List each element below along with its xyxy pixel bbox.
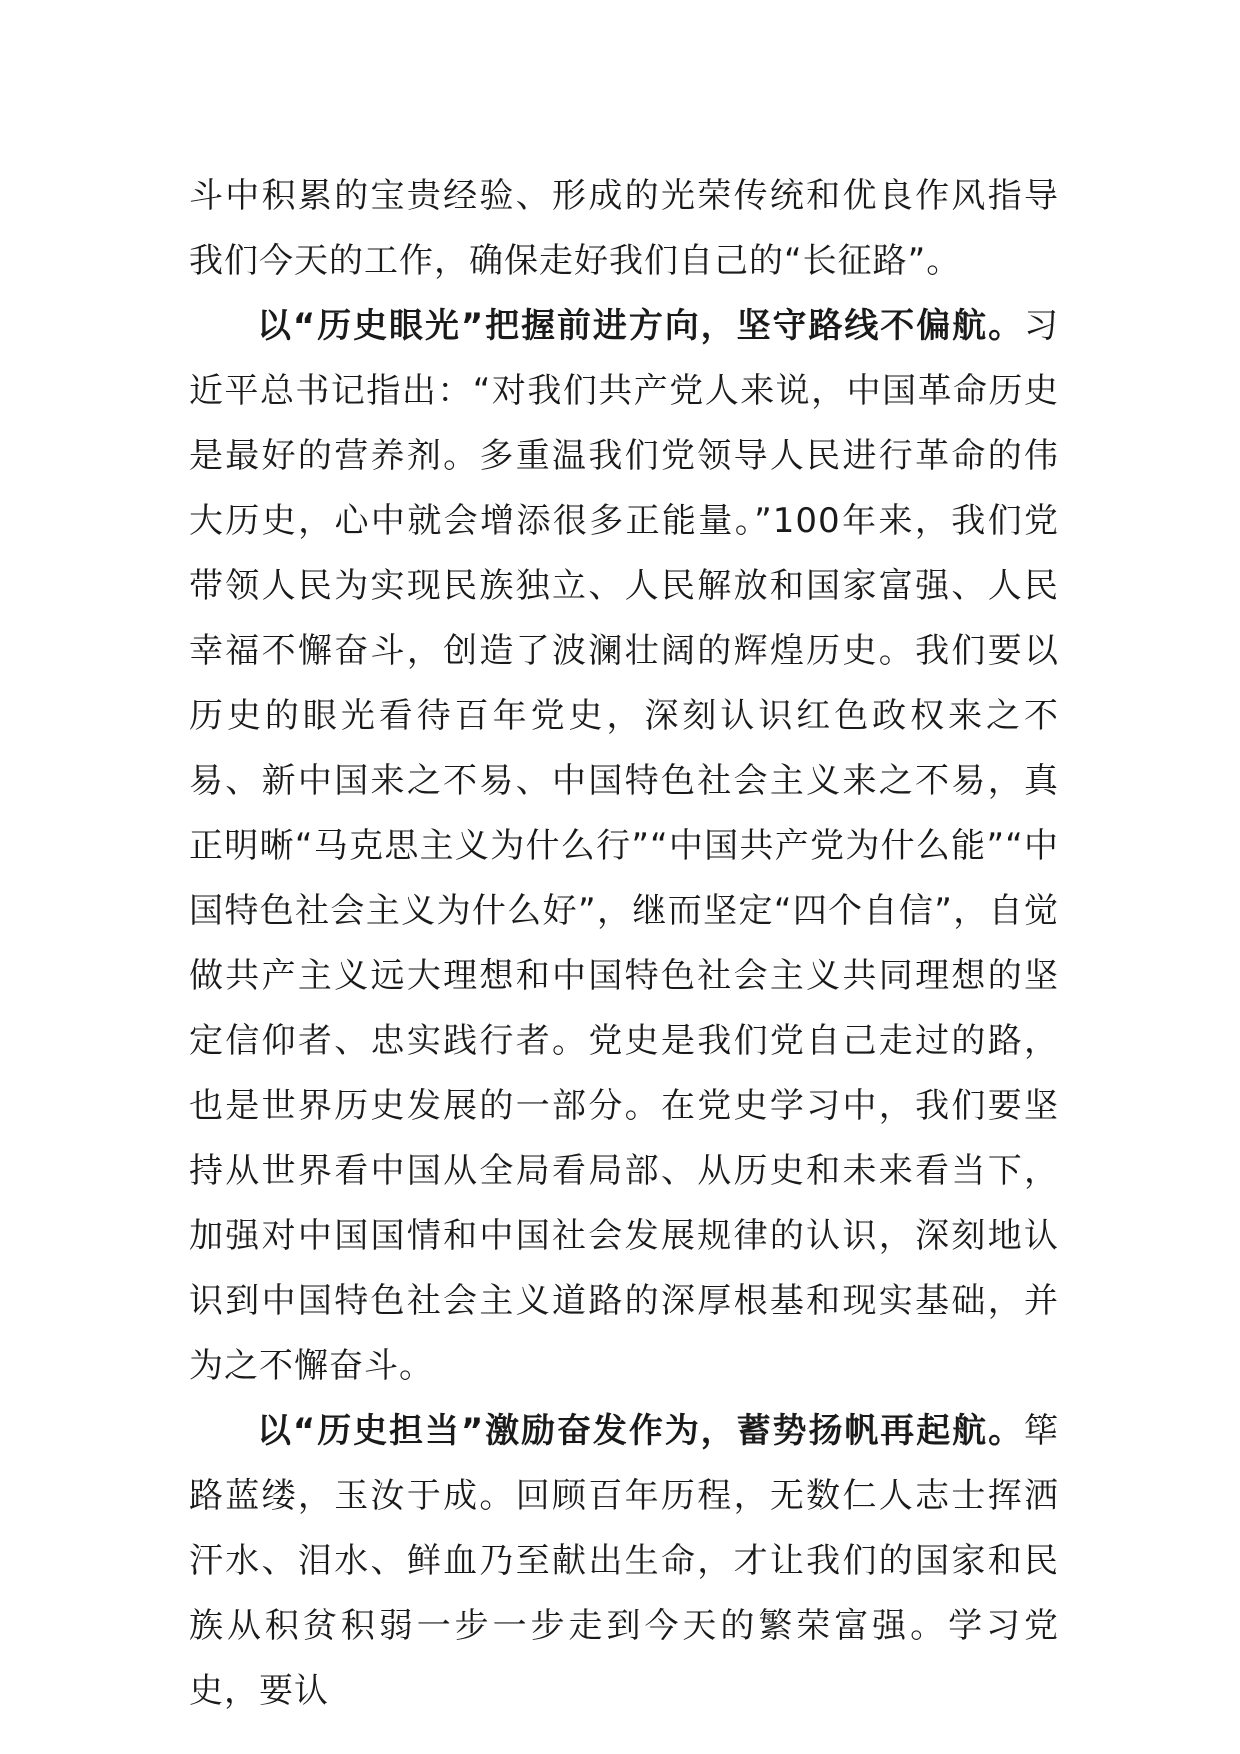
paragraph-text: 习近平总书记指出：“对我们共产党人来说，中国革命历史是最好的营养剂。多重温我们党领导人民进行革命的伟大历史，心中就会增添很多正能量。”100年来，我们党带领人民为实现民族独立、人民解放和国家富强、人民幸福不懈奋斗，创造了波澜壮阔的辉煌历史。我们要以历史的眼光看待百年党史，深刻认识红色政权来之不易、新中国来之不易、中国特色社会主义来之不易，真正明晰“马克思主义为什么行”“中国共产党为什么能”“中国特色社会主义为什么好”，继而坚定“四个自信”，自觉做共产主义远大理想和中国特色社会主义共同理想的坚定信仰者、忠实践行者。党史是我们党自己走过的路，也是世界历史发展的一部分。在党史学习中，我们要坚持从世界看中国从全局看局部、从历史和未来看当下，加强对中国国情和中国社会发展规律的认识，深刻地认识到中国特色社会主义道路的深厚根基和现实基础，并为之不懈奋斗。 [189, 306, 1059, 1386]
paragraph-history-responsibility [189, 1399, 1059, 1724]
paragraph-history-vision [189, 294, 1059, 1399]
paragraph-text: 斗中积累的宝贵经验、形成的光荣传统和优良作风指导我们今天的工作，确保走好我们自己的“长征路”。 [189, 176, 1059, 281]
body-text [189, 164, 1059, 1724]
paragraph-heading: 以“历史眼光”把握前进方向，坚守路线不偏航。 [257, 306, 1024, 346]
paragraph-continuation [189, 164, 1059, 294]
paragraph-text: 筚路蓝缕，玉汝于成。回顾百年历程，无数仁人志士挥洒汗水、泪水、鲜血乃至献出生命，才让我们的国家和民族从积贫积弱一步一步走到今天的繁荣富强。学习党史，要认 [189, 1411, 1059, 1711]
paragraph-heading: 以“历史担当”激励奋发作为，蓄势扬帆再起航。 [257, 1411, 1024, 1451]
